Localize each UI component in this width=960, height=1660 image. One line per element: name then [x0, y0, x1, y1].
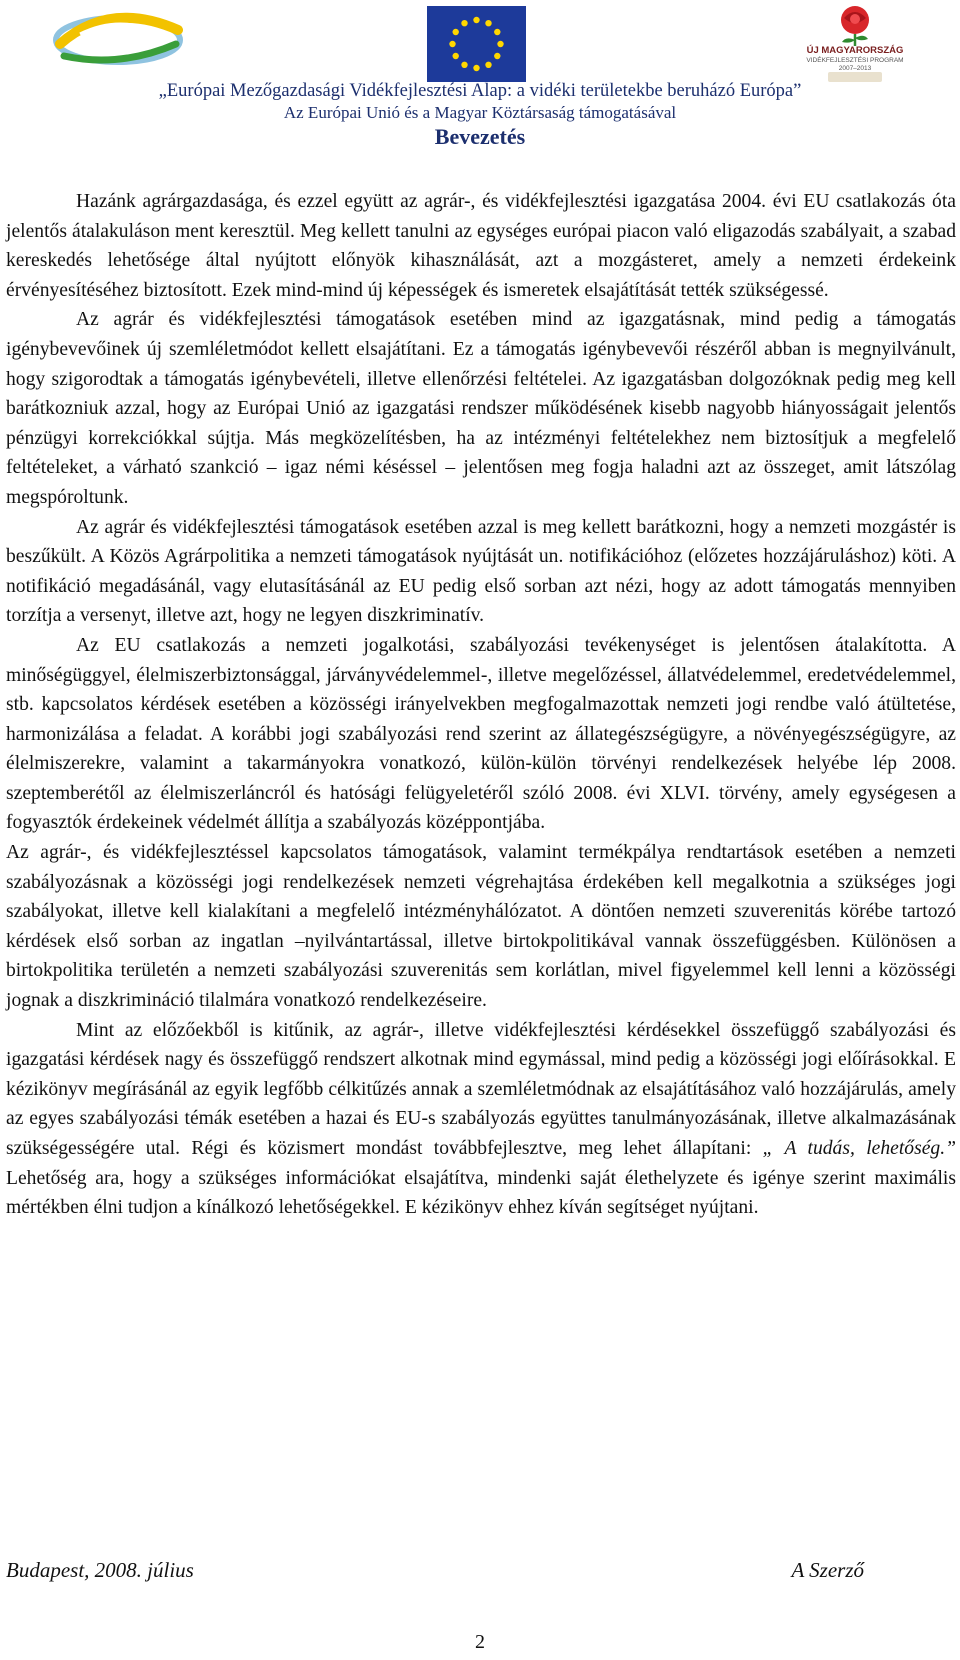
paragraph-6-end: Lehetőség ara, hogy a szükséges információkat elsajátítva, mindenki saját élethelyzete és igénye szerint maximális mértékben élni tudjon a kínálkozó lehetőségekkel. E kézikönyv ehhez kíván segítséget nyújtani. [6, 1167, 956, 1219]
document-header [0, 0, 960, 149]
paragraph-3: Az agrár és vidékfejlesztési támogatások esetében azzal is meg kellett barátkozni, hogy a nemzeti mozgástér is beszűkült. A Közös Agrárpolitika a nemzeti támogatások nyújtását un. notifikációhoz (előzetes hozzájáruláshoz) köti. A notifikáció megadásánál, vagy elutasításánál az EU pedig első sorban azt nézi, hogy az adott támogatás mennyiben torzítja a versenyt, illetve azt, hogy ne legyen diszkriminatív. [6, 516, 956, 627]
signature-line [6, 1555, 956, 1585]
logo-right-subtitle-text: VIDÉKFEJLESZTÉSI PROGRAM [806, 57, 904, 64]
support-line: Az Európai Unió és a Magyar Köztársaság támogatásával [283, 103, 677, 122]
author: A Szerző [791, 1558, 864, 1582]
document-body [6, 187, 956, 1223]
place-date: Budapest, 2008. július [6, 1558, 194, 1582]
agricultural-fund-logo [50, 4, 185, 74]
paragraph-6 [6, 1016, 956, 1223]
fund-line: „Európai Mezőgazdasági Vidékfejlesztési Alap: a vidéki területekbe beruházó Európa” [158, 81, 802, 101]
quote-text: „ A tudás, lehetőség.” [762, 1138, 956, 1159]
page-title: Bevezetés [434, 124, 526, 149]
paragraph-2: Az agrár és vidékfejlesztési támogatások esetében mind az igazgatásnak, mind pedig a támogatás igénybevevőinek új szemléletmódot kellett elsajátítani. Ez a támogatás igénybevevői részéről abban is megnyilvánult, hogy szigorodtak a támogatás igénybevételi, illetve ellenőrzési feltételei. Az igazgatásban dolgozóknak pedig meg kell barátkozniuk azzal, hogy az Európai Unió az igazgatási rendszer működésének kisebb nagyobb hiányosságait jelentős pénzügyi korrekciókkal sújtja. Más megközelítésben, ha az intézményi feltételekhez nem biztosítjuk a megfelelő feltételeket, a várható szankció – igaz némi késéssel – jelentősen meg fogja haladni azt az összeget, amit látszólag megspóroltunk. [6, 309, 956, 508]
logo-right-years: 2007–2013 [838, 65, 872, 72]
eu-flag-icon [427, 6, 526, 82]
paragraph-1: Hazánk agrárgazdasága, és ezzel együtt az agrár-, és vidékfejlesztési igazgatása 2004. évi EU csatlakozás óta jelentős átalakuláson ment keresztül. Meg kellett tanulni az egységes európai piacon való eligazodás szabályait, a szabad kereskedés lehetősége által nyújtott előnyök kihasználását, azt a mozgásteret, amely a nemzeti érdekeink érvényesítéséhez biztosított. Ezek mind-mind új képességek és ismeretek elsajátítását tették szükségessé. [6, 191, 956, 301]
logo-right-title: ÚJ MAGYARORSZÁG [806, 45, 904, 56]
page-number: 2 [475, 1631, 485, 1653]
paragraph-6-start: Mint az előzőekből is kitűnik, az agrár-, illetve vidékfejlesztési kérdésekkel összefüggő szabályozási és igazgatási kérdések nagy és összefüggő rendszert alkotnak mind egymással, mind pedig a közösségi jogi előírásokkal. E kézikönyv megírásánál az egyik legfőbb célkitűzés annak a szemléletmódnak az elsajátításához való hozzájárulás, amely az egyes szabályozási témák esetében a hazai és EU-s szabályozás együttes tanulmányozásának, illetve alkalmazásának szükségességére utal. Régi és közismert mondást továbbfejlesztve, meg lehet állapítani: [6, 1019, 956, 1159]
paragraph-5: Az agrár-, és vidékfejlesztéssel kapcsolatos támogatások, valamint termékpálya rendtartások esetében a nemzeti szabályozásnak a közösségi jogi rendelkezések nemzeti végrehajtása érdekében kell megalkotnia a szükséges jogi szabályokat, illetve kell kialakítani a megfelelő intézményhálózatot. A döntően nemzeti szuverenitás körébe tartozó kérdések első sorban az ingatlan –nyilvántartással, illetve birtokpolitikával vannak összefüggésben. Különösen a birtokpolitika területén a nemzeti szabályozási szuverenitás sem korlátlan, mivel figyelemmel kell lenni a közösségi jognak a diszkrimináció tilalmára vonatkozó rendelkezéseire. [6, 842, 956, 1012]
paragraph-4: Az EU csatlakozás a nemzeti jogalkotási, szabályozási tevékenységet is jelentősen átalakította. A minőségüggyel, élelmiszerbiztonsággal, járványvédelemmel-, illetve megelőzéssel, állatvédelemmel, eredetvédelemmel, stb. kapcsolatos kérdések esetében a közösségi irányelvekben megfogalmazottak nemzeti jogi rendbe való átültetése, harmonizálása a feladat. A korábbi jogi szabályozási rend szerint az állategészségügyre, a növényegészségügyre, az élelmiszerekre, valamint a takarmányokra vonatkozó, külön-külön törvényi rendelkezések helyébe lép 2008. szeptemberétől az élelmiszerláncról és hatósági felügyeletéről szóló 2008. évi XLVI. törvény, amely egységesen a fogyasztók érdekeinek védelmét állítja a szabályozás középpontjába. [6, 634, 956, 834]
logo-right-subtitle [800, 57, 910, 73]
